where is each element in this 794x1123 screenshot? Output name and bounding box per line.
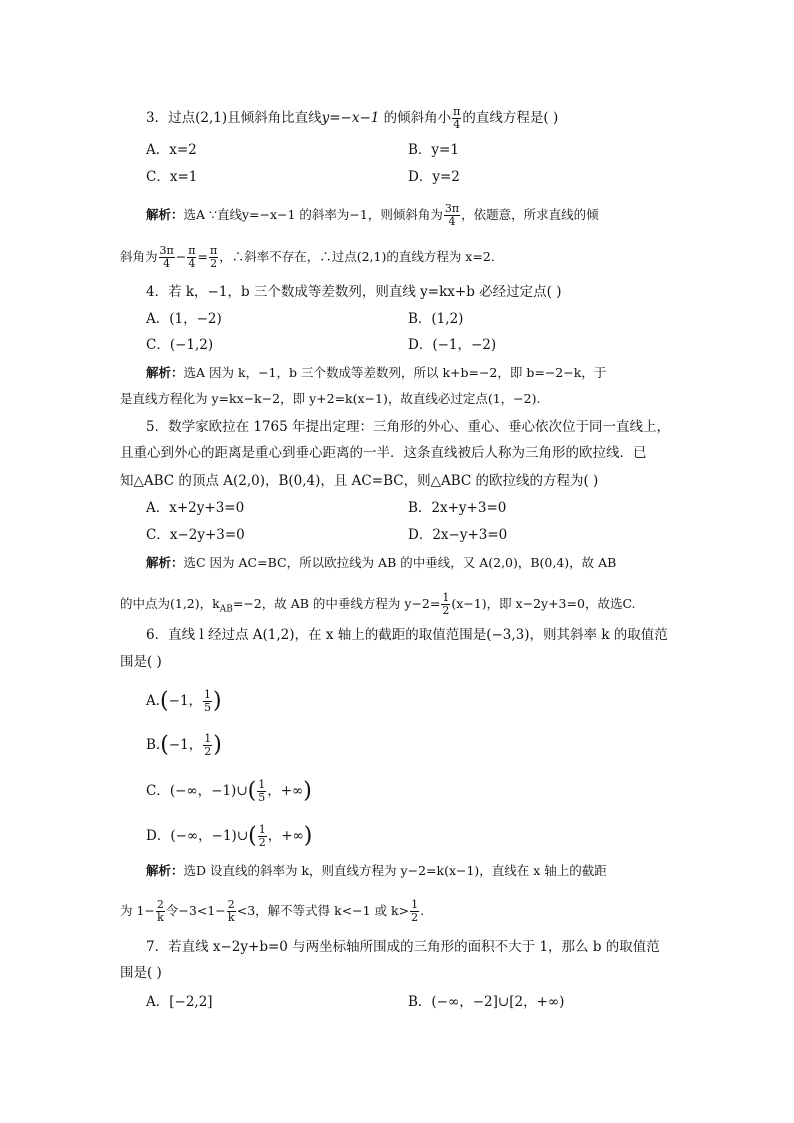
solution-text: 斜角为 bbox=[120, 249, 158, 264]
q7-stem-line1: 7．若直线 x−2y+b=0 与两坐标轴所围成的三角形的面积不大于 1，那么 b 的取值范 bbox=[146, 939, 660, 955]
numerator: 1 bbox=[204, 688, 212, 701]
q4-option-a: A．(1，−2) bbox=[146, 311, 222, 327]
q5-option-b: B．2x+y+3=0 bbox=[408, 500, 507, 516]
fraction bbox=[159, 245, 175, 270]
q5-solution-line1 bbox=[146, 554, 616, 572]
operator: = bbox=[197, 249, 208, 264]
solution-text: =−2，故 AB 的中垂线方程为 y−2= bbox=[232, 596, 441, 611]
numerator: π bbox=[188, 244, 196, 257]
q3-stem-equation: y=−x−1 bbox=[321, 110, 380, 126]
option-letter: B. bbox=[146, 737, 161, 753]
q3-option-a: A．x=2 bbox=[146, 142, 197, 158]
numerator: 1 bbox=[258, 823, 266, 836]
q5-solution-line2 bbox=[120, 592, 636, 619]
q5-option-a: A．x+2y+3=0 bbox=[146, 500, 245, 516]
denominator: 2 bbox=[210, 257, 218, 270]
fraction bbox=[257, 779, 266, 804]
q7-option-b: B．(−∞，−2]∪[2，+∞) bbox=[408, 994, 565, 1010]
q6-option-b: B.(−1， $\frac{1}{2}$ ) bbox=[146, 732, 222, 758]
option-text: ，+∞ bbox=[267, 783, 304, 799]
solution-text: 为 1− bbox=[120, 903, 155, 918]
q3-stem bbox=[146, 106, 558, 131]
q4-stem: 4．若 k，−1，b 三个数成等差数列，则直线 y=kx+b 必经过定点( ) bbox=[146, 284, 562, 300]
subscript: AB bbox=[219, 604, 233, 615]
q4-solution-line1 bbox=[146, 364, 606, 382]
q4-solution-line2: 是直线方程化为 y=kx−k−2，即 y+2=k(x−1)，故直线必过定点(1，−2). bbox=[120, 391, 541, 406]
option-text: C．(−∞，−1)∪ bbox=[146, 783, 248, 799]
fraction bbox=[187, 245, 196, 270]
q5-stem-line3: 知△ABC 的顶点 A(2,0)，B(0,4)，且 AC=BC，则△ABC 的欧拉线的方程为( ) bbox=[120, 473, 599, 489]
option-text: D．(−∞，−1)∪ bbox=[146, 828, 249, 844]
solution-text: (x−1)，即 x−2y+3=0，故选C. bbox=[451, 596, 636, 611]
numerator: 1 bbox=[411, 898, 419, 911]
fraction bbox=[258, 824, 267, 849]
denominator: 5 bbox=[258, 791, 266, 804]
numerator: 1 bbox=[258, 778, 266, 791]
numerator: 1 bbox=[204, 732, 212, 745]
fraction bbox=[441, 592, 450, 617]
q3-solution-line1 bbox=[146, 203, 599, 228]
fraction bbox=[452, 106, 461, 131]
solution-text: 选A ∵直线y=−x−1 的斜率为−1，则倾斜角为 bbox=[183, 207, 443, 222]
q3-stem-part: 的直线方程是( ) bbox=[462, 110, 559, 126]
solution-label: 解析： bbox=[146, 207, 184, 222]
solution-text: <3，解不等式得 k<−1 或 k> bbox=[236, 903, 410, 918]
solution-text: 令−3<1− bbox=[165, 903, 226, 918]
solution-text: 选A 因为 k，−1，b 三个数成等差数列，所以 k+b=−2，即 b=−2−k，于 bbox=[183, 365, 607, 380]
q4-option-b: B．(1,2) bbox=[408, 311, 464, 327]
numerator: 3π bbox=[444, 202, 460, 215]
solution-text: ，∴斜率不存在，∴过点(2,1)的直线方程为 x=2. bbox=[219, 249, 495, 264]
denominator: 2 bbox=[411, 911, 419, 924]
denominator: 4 bbox=[453, 118, 461, 131]
denominator: 4 bbox=[188, 257, 196, 270]
fraction bbox=[209, 245, 218, 270]
q4-option-d: D．(−1，−2) bbox=[408, 337, 497, 353]
numerator: 3π bbox=[159, 244, 174, 257]
fraction bbox=[410, 899, 419, 924]
denominator: 4 bbox=[163, 257, 171, 270]
q6-stem-line1: 6．直线 l 经过点 A(1,2)，在 x 轴上的截距的取值范围是(−3,3)，则其斜率 k 的取值范 bbox=[146, 627, 668, 643]
fraction bbox=[227, 899, 236, 924]
fraction bbox=[203, 733, 212, 758]
q6-option-c: C．(−∞，−1)∪( $\frac{1}{5}$ ，+∞) bbox=[146, 778, 312, 804]
solution-label: 解析： bbox=[146, 863, 184, 878]
q3-option-d: D．y=2 bbox=[408, 169, 460, 185]
q7-option-a: A．[−2,2] bbox=[146, 994, 213, 1010]
q3-stem-part: 的倾斜角小 bbox=[379, 110, 452, 126]
fraction bbox=[203, 689, 212, 714]
denominator: k bbox=[227, 911, 235, 924]
solution-label: 解析： bbox=[146, 365, 184, 380]
numerator: π bbox=[209, 244, 218, 257]
numerator: π bbox=[453, 105, 461, 118]
q6-solution-line2 bbox=[120, 899, 424, 924]
numerator: 2 bbox=[156, 898, 164, 911]
q6-stem-line2: 围是( ) bbox=[120, 654, 162, 670]
solution-text: . bbox=[420, 903, 425, 918]
q5-stem-line1: 5．数学家欧拉在 1765 年提出定理：三角形的外心、重心、垂心依次位于同一直线上， bbox=[146, 419, 671, 435]
q3-solution-line2 bbox=[120, 245, 495, 270]
q6-option-a: A.(−1， $\frac{1}{5}$ ) bbox=[146, 688, 222, 714]
solution-label: 解析： bbox=[146, 555, 184, 570]
q5-stem-line2: 且重心到外心的距离是重心到垂心距离的一半．这条直线被后人称为三角形的欧拉线．已 bbox=[120, 445, 647, 461]
q7-stem-line2: 围是( ) bbox=[120, 965, 162, 981]
q3-stem-part: 3．过点(2,1)且倾斜角比直线 bbox=[146, 110, 322, 126]
denominator: k bbox=[157, 911, 164, 924]
denominator: 2 bbox=[442, 604, 450, 617]
q6-option-d: D．(−∞，−1)∪( $\frac{1}{2}$ ，+∞) bbox=[146, 823, 313, 849]
fraction bbox=[156, 899, 165, 924]
q6-solution-line1 bbox=[146, 862, 607, 880]
option-letter: A. bbox=[146, 693, 161, 709]
solution-text: 选D 设直线的斜率为 k，则直线方程为 y−2=k(x−1)，直线在 x 轴上的截距 bbox=[183, 863, 607, 878]
denominator: 5 bbox=[204, 701, 212, 714]
q3-option-c: C．x=1 bbox=[146, 169, 198, 185]
q3-option-b: B．y=1 bbox=[408, 142, 459, 158]
numerator: 1 bbox=[442, 591, 450, 604]
denominator: 2 bbox=[258, 836, 266, 849]
option-text: −1， bbox=[168, 737, 203, 753]
solution-text: 的中点为(1,2)，k bbox=[120, 596, 220, 611]
option-text: ，+∞ bbox=[267, 828, 304, 844]
fraction bbox=[444, 203, 460, 228]
q5-option-d: D．2x−y+3=0 bbox=[408, 527, 508, 543]
denominator: 2 bbox=[204, 745, 212, 758]
q5-option-c: C．x−2y+3=0 bbox=[146, 527, 245, 543]
operator: − bbox=[175, 249, 187, 264]
solution-text: 选C 因为 AC=BC，所以欧拉线为 AB 的中垂线，又 A(2,0)，B(0,4)，故 AB bbox=[183, 555, 617, 570]
numerator: 2 bbox=[227, 898, 235, 911]
q4-option-c: C．(−1,2) bbox=[146, 337, 214, 353]
option-text: −1， bbox=[168, 693, 203, 709]
denominator: 4 bbox=[448, 215, 456, 228]
solution-text: ，依题意，所求直线的倾 bbox=[461, 207, 599, 222]
